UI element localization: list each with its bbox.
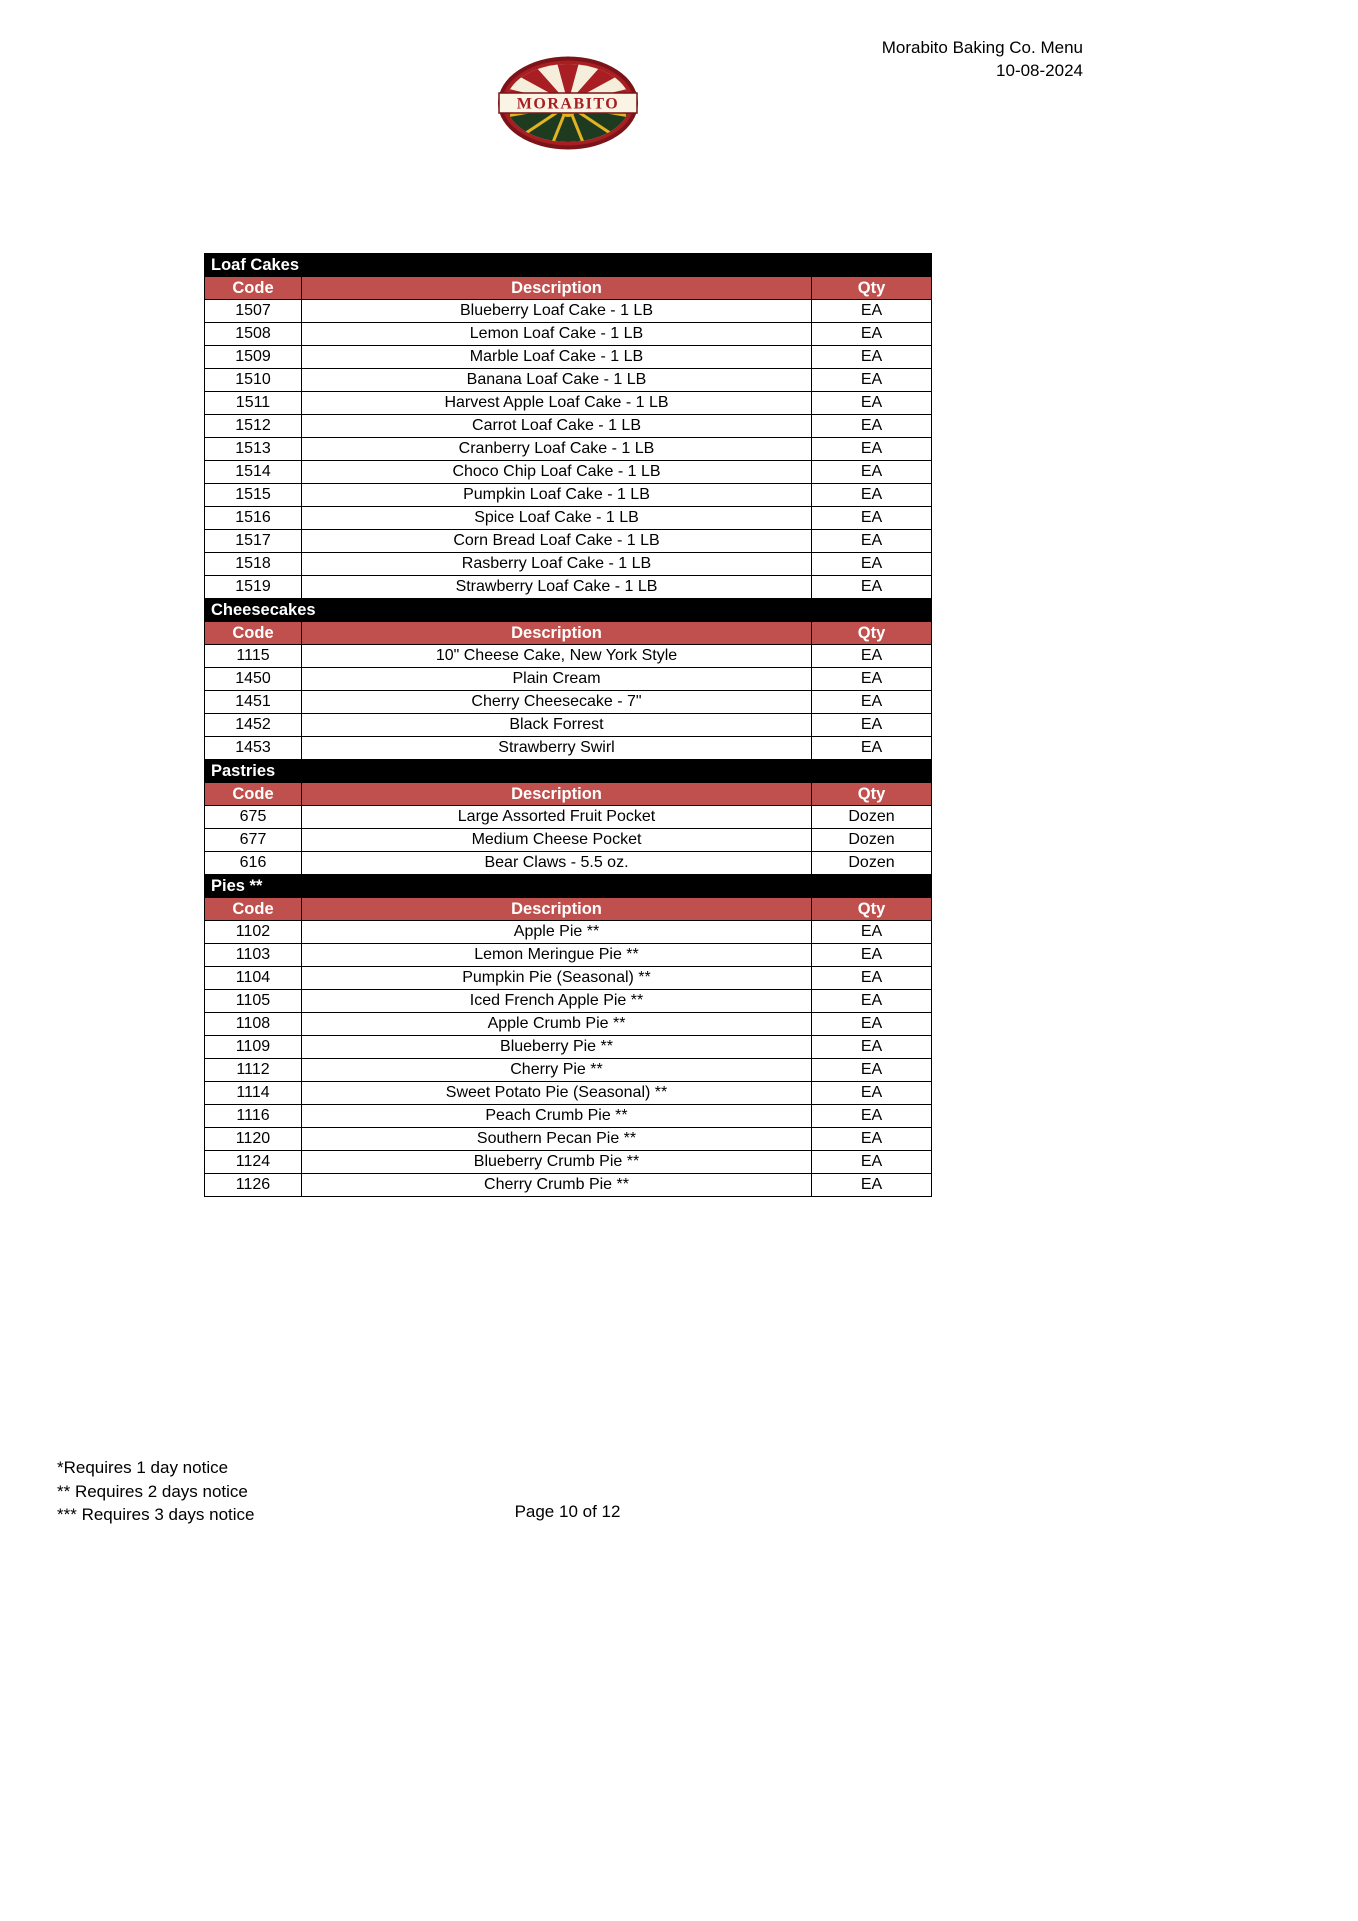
table-row — [205, 1105, 932, 1128]
cell-code: 1104 — [205, 967, 302, 990]
column-header-row — [205, 783, 932, 806]
table-row — [205, 1151, 932, 1174]
table-row — [205, 645, 932, 668]
cell-description: Blueberry Pie ** — [302, 1036, 812, 1059]
cell-code: 1516 — [205, 507, 302, 530]
table-row — [205, 1174, 932, 1197]
table-row — [205, 668, 932, 691]
table-row — [205, 300, 932, 323]
table-row — [205, 576, 932, 599]
table-row — [205, 1128, 932, 1151]
cell-description: Carrot Loaf Cake - 1 LB — [302, 415, 812, 438]
cell-description: Blueberry Loaf Cake - 1 LB — [302, 300, 812, 323]
menu-table — [204, 253, 932, 1197]
column-header-description: Description — [302, 898, 812, 921]
section-bar-row — [205, 875, 932, 898]
cell-description: Strawberry Loaf Cake - 1 LB — [302, 576, 812, 599]
menu-section — [205, 254, 932, 599]
cell-code: 1120 — [205, 1128, 302, 1151]
table-row — [205, 921, 932, 944]
cell-code: 1109 — [205, 1036, 302, 1059]
cell-code: 1112 — [205, 1059, 302, 1082]
cell-qty: EA — [812, 1128, 932, 1151]
table-row — [205, 553, 932, 576]
cell-qty: EA — [812, 967, 932, 990]
table-row — [205, 967, 932, 990]
doc-header — [882, 36, 1083, 82]
cell-qty: EA — [812, 990, 932, 1013]
column-header-row — [205, 898, 932, 921]
cell-qty: EA — [812, 668, 932, 691]
morabito-logo — [497, 56, 639, 152]
page-number: Page 10 of 12 — [514, 1502, 621, 1521]
cell-qty: EA — [812, 1059, 932, 1082]
table-row — [205, 323, 932, 346]
menu-section — [205, 599, 932, 760]
cell-description: Rasberry Loaf Cake - 1 LB — [302, 553, 812, 576]
cell-description: Lemon Meringue Pie ** — [302, 944, 812, 967]
cell-qty: EA — [812, 921, 932, 944]
cell-code: 1511 — [205, 392, 302, 415]
cell-qty: EA — [812, 1105, 932, 1128]
cell-description: Large Assorted Fruit Pocket — [302, 806, 812, 829]
cell-code: 1453 — [205, 737, 302, 760]
cell-qty: EA — [812, 507, 932, 530]
table-row — [205, 944, 932, 967]
cell-description: Plain Cream — [302, 668, 812, 691]
cell-code: 1508 — [205, 323, 302, 346]
section-title: Loaf Cakes — [205, 254, 932, 277]
column-header-qty: Qty — [812, 783, 932, 806]
table-row — [205, 415, 932, 438]
menu-section — [205, 760, 932, 875]
cell-qty: Dozen — [812, 806, 932, 829]
column-header-description: Description — [302, 783, 812, 806]
cell-code: 1519 — [205, 576, 302, 599]
cell-code: 616 — [205, 852, 302, 875]
cell-qty: EA — [812, 1174, 932, 1197]
cell-description: Pumpkin Pie (Seasonal) ** — [302, 967, 812, 990]
cell-description: Bear Claws - 5.5 oz. — [302, 852, 812, 875]
cell-description: Southern Pecan Pie ** — [302, 1128, 812, 1151]
cell-description: Corn Bread Loaf Cake - 1 LB — [302, 530, 812, 553]
column-header-row — [205, 622, 932, 645]
table-row — [205, 392, 932, 415]
cell-qty: EA — [812, 691, 932, 714]
table-row — [205, 530, 932, 553]
footnote-3-days: *** Requires 3 days notice — [57, 1505, 255, 1524]
section-title: Cheesecakes — [205, 599, 932, 622]
cell-code: 1105 — [205, 990, 302, 1013]
cell-code: 1452 — [205, 714, 302, 737]
cell-code: 1515 — [205, 484, 302, 507]
section-bar-row — [205, 760, 932, 783]
cell-code: 675 — [205, 806, 302, 829]
cell-code: 1116 — [205, 1105, 302, 1128]
table-row — [205, 737, 932, 760]
cell-code: 1507 — [205, 300, 302, 323]
cell-code: 1510 — [205, 369, 302, 392]
cell-qty: Dozen — [812, 829, 932, 852]
column-header-row — [205, 277, 932, 300]
footnote-2-days: ** Requires 2 days notice — [57, 1481, 248, 1501]
table-row — [205, 829, 932, 852]
logo-brand-text: MORABITO — [516, 95, 620, 113]
cell-description: Peach Crumb Pie ** — [302, 1105, 812, 1128]
cell-code: 1450 — [205, 668, 302, 691]
cell-description: Cherry Pie ** — [302, 1059, 812, 1082]
cell-qty: EA — [812, 1151, 932, 1174]
cell-code: 1517 — [205, 530, 302, 553]
section-title: Pies ** — [205, 875, 932, 898]
cell-description: Marble Loaf Cake - 1 LB — [302, 346, 812, 369]
table-row — [205, 369, 932, 392]
cell-code: 1124 — [205, 1151, 302, 1174]
footnote-1-day: *Requires 1 day notice — [57, 1458, 229, 1477]
cell-description: Blueberry Crumb Pie ** — [302, 1151, 812, 1174]
cell-description: Pumpkin Loaf Cake - 1 LB — [302, 484, 812, 507]
cell-description: Medium Cheese Pocket — [302, 829, 812, 852]
table-row — [205, 1036, 932, 1059]
table-row — [205, 714, 932, 737]
table-row — [205, 806, 932, 829]
cell-description: Spice Loaf Cake - 1 LB — [302, 507, 812, 530]
cell-qty: Dozen — [812, 852, 932, 875]
cell-qty: EA — [812, 645, 932, 668]
cell-code: 1509 — [205, 346, 302, 369]
cell-description: Cranberry Loaf Cake - 1 LB — [302, 438, 812, 461]
table-row — [205, 346, 932, 369]
table-row — [205, 1013, 932, 1036]
cell-qty: EA — [812, 1082, 932, 1105]
cell-qty: EA — [812, 392, 932, 415]
column-header-code: Code — [205, 783, 302, 806]
cell-description: Cherry Cheesecake - 7" — [302, 691, 812, 714]
cell-code: 1103 — [205, 944, 302, 967]
cell-qty: EA — [812, 1036, 932, 1059]
doc-date: 10-08-2024 — [996, 61, 1083, 80]
table-row — [205, 484, 932, 507]
cell-code: 1514 — [205, 461, 302, 484]
cell-code: 1126 — [205, 1174, 302, 1197]
cell-description: Banana Loaf Cake - 1 LB — [302, 369, 812, 392]
morabito-logo-graphic — [497, 56, 639, 152]
table-row — [205, 1082, 932, 1105]
cell-qty: EA — [812, 369, 932, 392]
cell-code: 1102 — [205, 921, 302, 944]
cell-description: Lemon Loaf Cake - 1 LB — [302, 323, 812, 346]
cell-qty: EA — [812, 300, 932, 323]
cell-description: Sweet Potato Pie (Seasonal) ** — [302, 1082, 812, 1105]
cell-code: 1108 — [205, 1013, 302, 1036]
table-row — [205, 438, 932, 461]
cell-qty: EA — [812, 714, 932, 737]
column-header-code: Code — [205, 622, 302, 645]
section-title: Pastries — [205, 760, 932, 783]
column-header-qty: Qty — [812, 622, 932, 645]
column-header-description: Description — [302, 277, 812, 300]
cell-code: 1451 — [205, 691, 302, 714]
cell-description: 10" Cheese Cake, New York Style — [302, 645, 812, 668]
cell-qty: EA — [812, 553, 932, 576]
section-bar-row — [205, 254, 932, 277]
cell-description: Apple Crumb Pie ** — [302, 1013, 812, 1036]
cell-code: 1513 — [205, 438, 302, 461]
menu-section — [205, 875, 932, 1197]
column-header-code: Code — [205, 898, 302, 921]
column-header-qty: Qty — [812, 898, 932, 921]
cell-qty: EA — [812, 530, 932, 553]
cell-description: Black Forrest — [302, 714, 812, 737]
table-row — [205, 507, 932, 530]
cell-qty: EA — [812, 737, 932, 760]
cell-qty: EA — [812, 461, 932, 484]
cell-qty: EA — [812, 415, 932, 438]
cell-description: Choco Chip Loaf Cake - 1 LB — [302, 461, 812, 484]
column-header-description: Description — [302, 622, 812, 645]
section-bar-row — [205, 599, 932, 622]
cell-code: 1512 — [205, 415, 302, 438]
column-header-qty: Qty — [812, 277, 932, 300]
cell-code: 677 — [205, 829, 302, 852]
table-row — [205, 852, 932, 875]
cell-qty: EA — [812, 576, 932, 599]
table-row — [205, 461, 932, 484]
cell-description: Harvest Apple Loaf Cake - 1 LB — [302, 392, 812, 415]
doc-title: Morabito Baking Co. Menu — [881, 38, 1083, 57]
cell-qty: EA — [812, 323, 932, 346]
table-row — [205, 1059, 932, 1082]
column-header-code: Code — [205, 277, 302, 300]
cell-qty: EA — [812, 346, 932, 369]
cell-code: 1518 — [205, 553, 302, 576]
table-row — [205, 691, 932, 714]
cell-qty: EA — [812, 1013, 932, 1036]
cell-description: Iced French Apple Pie ** — [302, 990, 812, 1013]
cell-code: 1115 — [205, 645, 302, 668]
cell-description: Strawberry Swirl — [302, 737, 812, 760]
cell-code: 1114 — [205, 1082, 302, 1105]
cell-qty: EA — [812, 438, 932, 461]
cell-description: Cherry Crumb Pie ** — [302, 1174, 812, 1197]
cell-qty: EA — [812, 944, 932, 967]
cell-qty: EA — [812, 484, 932, 507]
table-row — [205, 990, 932, 1013]
cell-description: Apple Pie ** — [302, 921, 812, 944]
